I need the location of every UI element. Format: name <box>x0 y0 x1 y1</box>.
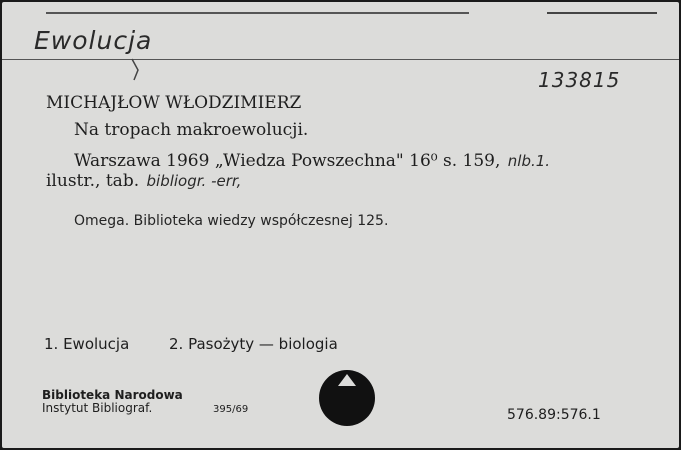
catalog-card <box>2 2 679 448</box>
author: MICHAJŁOW WŁODZIMIERZ <box>46 93 302 113</box>
header-rule <box>2 59 679 60</box>
card-code: 395/69 <box>213 404 249 415</box>
accession-number: 133815 <box>538 68 621 92</box>
publication-handwritten: nlb.1. <box>507 152 551 170</box>
title: Na tropach makroewolucji. <box>74 120 309 140</box>
illustrations-handwritten: bibliogr. -err, <box>146 172 242 190</box>
top-rule-right <box>547 12 657 14</box>
library-name: Biblioteka Narodowa <box>42 388 183 402</box>
classification: 576.89:576.1 <box>507 407 601 423</box>
institute: Instytut Bibliograf. <box>42 401 153 415</box>
heading-handwritten: Ewolucja <box>34 26 153 55</box>
illustrations-label: ilustr., tab. <box>46 171 140 191</box>
top-rule <box>46 12 469 14</box>
subject-2: 2. Pasożyty — biologia <box>169 335 338 353</box>
publication-line <box>74 151 550 171</box>
illustrations-line <box>46 171 241 191</box>
publication-text: Warszawa 1969 „Wiedza Powszechna" 16⁰ s. 159, <box>74 151 501 171</box>
subject-1: 1. Ewolucja <box>44 335 130 353</box>
series: Omega. Biblioteka wiedzy współczesnej 125. <box>74 213 389 229</box>
